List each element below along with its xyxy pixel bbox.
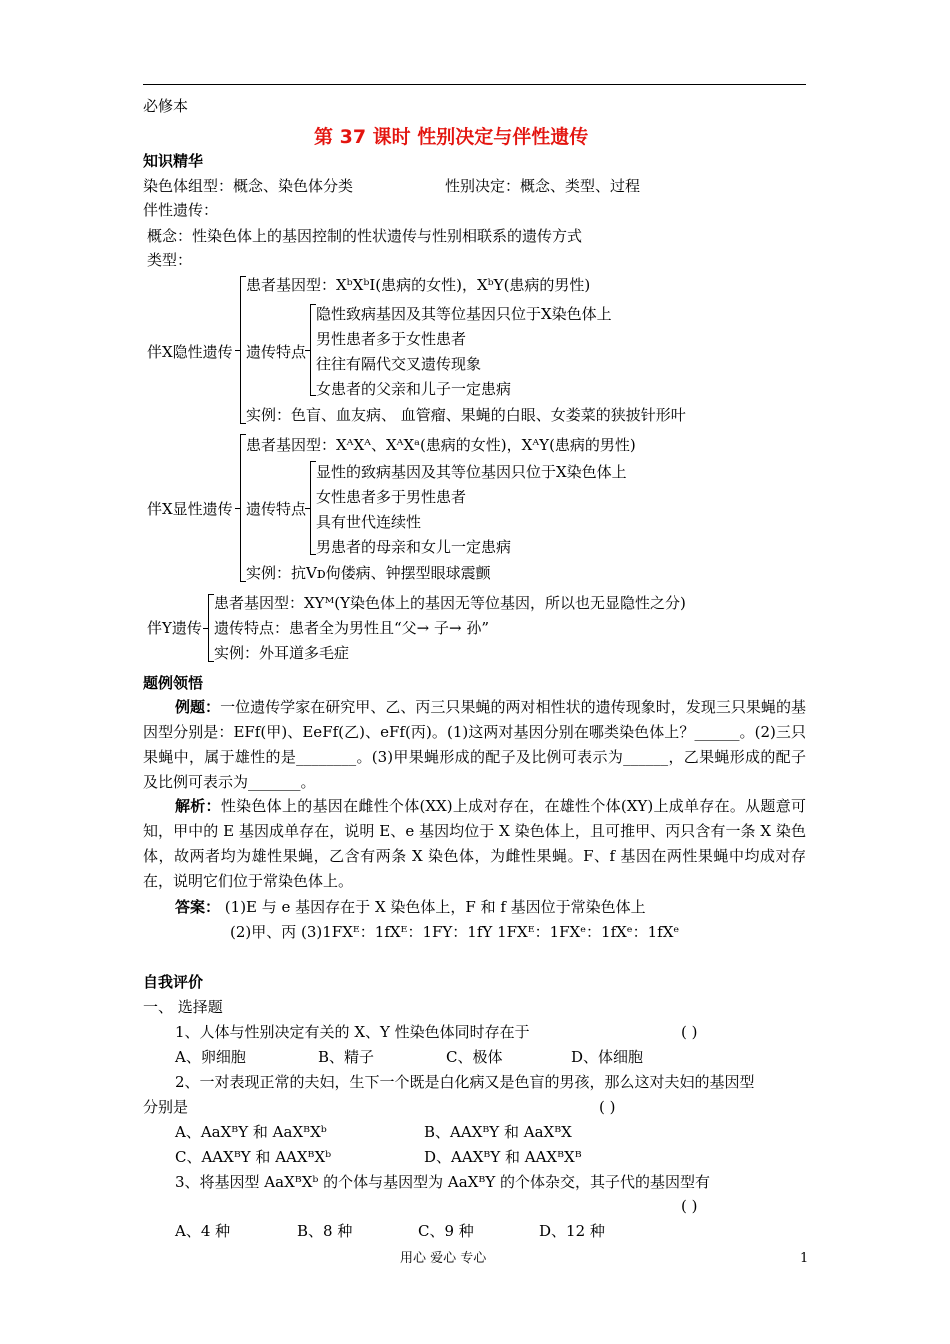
q3-option-a: A、4 种: [175, 1222, 231, 1240]
footer-motto: 用心 爱心 专心: [400, 1251, 487, 1266]
xr-label: 伴X隐性遗传: [147, 343, 233, 361]
xr-feature-3: 往往有隔代交叉遗传现象: [316, 355, 482, 373]
xd-feature-label: 遗传特点: [246, 500, 307, 518]
self-eval-heading: 自我评价: [143, 973, 204, 991]
knowledge-heading: 知识精华: [143, 152, 204, 170]
xd-label: 伴X显性遗传: [147, 500, 233, 518]
q3-text: 3、将基因型 AaXᴮXᵇ 的个体与基因型为 AaXᴮY 的个体杂交，其子代的基因型有: [175, 1173, 710, 1191]
section-title: 一、 选择题: [143, 998, 223, 1016]
y-feature: 遗传特点：患者全为男性且“父→ 子→ 孙”: [214, 619, 490, 637]
xd-genotype: 患者基因型：XᴬXᴬ、XᴬXᵃ(患病的女性)，XᴬY(患病的男性): [246, 436, 636, 454]
answer-line2: (2)甲、丙 (3)1FXᴱ：1fXᴱ：1FY：1fY 1FXᴱ：1FXᵉ：1fXᵉ：1fXᵉ: [230, 923, 680, 941]
xd-example: 实例：抗Vᴅ佝偻病、钟摆型眼球震颤: [246, 564, 491, 582]
example-question: [143, 695, 806, 791]
q1-option-b: B、精子: [318, 1048, 375, 1066]
q2-option-b: B、AAXᴮY 和 AaXᴮX: [424, 1123, 572, 1141]
q3-option-b: B、8 种: [297, 1222, 353, 1240]
question-label: 例题：: [175, 698, 221, 716]
knowledge-line1-left: 染色体组型：概念、染色体分类: [143, 177, 354, 195]
header-label: 必修本: [143, 97, 189, 115]
q2-paren: ( ): [599, 1098, 616, 1116]
q3-paren: ( ): [681, 1197, 698, 1215]
xd-feature-3: 具有世代连续性: [316, 513, 422, 531]
xr-feature-4: 女患者的父亲和儿子一定患病: [316, 380, 512, 398]
xr-genotype: 患者基因型：XᵇXᵇI(患病的女性)，XᵇY(患病的男性): [246, 276, 591, 294]
q3-option-c: C、9 种: [418, 1222, 474, 1240]
xr-feature-2: 男性患者多于女性患者: [316, 330, 467, 348]
page-number: 1: [800, 1251, 809, 1266]
q1-option-a: A、卵细胞: [175, 1048, 246, 1066]
header-rule: [143, 84, 806, 85]
y-genotype: 患者基因型：XYᴹ(Y染色体上的基因无等位基因，所以也无显隐性之分): [214, 594, 686, 612]
knowledge-line2: 伴性遗传：: [143, 201, 219, 219]
xd-feature-2: 女性患者多于男性患者: [316, 488, 467, 506]
q2-option-d: D、AAXᴮY 和 AAXᴮXᴮ: [424, 1148, 582, 1166]
y-brace: [208, 594, 209, 662]
analysis-label: 解析：: [175, 797, 221, 815]
knowledge-line1-right: 性别决定：概念、类型、过程: [445, 177, 641, 195]
xr-brace: [240, 276, 241, 424]
example-heading: 题例领悟: [143, 674, 204, 692]
xd-brace: [240, 434, 241, 582]
question-text: 一位遗传学家在研究甲、乙、丙三只果蝇的两对相性状的遗传现象时，发现三只果蝇的基因型分别是：EFf(甲)、EeFf(乙)、eFf(丙)。(1)这两对基因分别在哪类染色体上？______。(2)三只果蝇中，属于雄性的是________。(3)甲果蝇形成的配子及比例可表示为______，乙果蝇形成的配子及比例可表示为_______。: [143, 698, 806, 791]
q1-paren: ( ): [681, 1023, 698, 1041]
q2-option-a: A、AaXᴮY 和 AaXᴮXᵇ: [175, 1123, 327, 1141]
q2-text-b: 分别是: [143, 1098, 189, 1116]
xr-example: 实例：色盲、血友病、 血管瘤、果蝇的白眼、女娄菜的狭披针形叶: [246, 406, 686, 424]
q2-option-c: C、AAXᴮY 和 AAXᴮXᵇ: [175, 1148, 332, 1166]
lesson-title: 第 37 课时 性别决定与伴性遗传: [314, 126, 589, 148]
xr-feature-brace: [310, 304, 311, 396]
xr-feature-1: 隐性致病基因及其等位基因只位于X染色体上: [316, 305, 612, 323]
analysis-text: 性染色体上的基因在雌性个体(XX)上成对存在，在雄性个体(XY)上成单存在。从题意可知，甲中的 E 基因成单存在，说明 E、e 基因均位于 X 染色体上，且可推甲、丙只含有一条 X 染色体，故两者均为雄性果蝇，乙含有两条 X 染色体，为雌性果蝇。F、f 基因在两性果蝇中均成对存在，说明它们位于常染色体上。: [143, 797, 806, 890]
xd-feature-4: 男患者的母亲和女儿一定患病: [316, 538, 512, 556]
xd-feature-brace: [310, 461, 311, 555]
y-label: 伴Y遗传: [147, 619, 202, 637]
y-example: 实例：外耳道多毛症: [214, 644, 350, 662]
q1-option-c: C、极体: [446, 1048, 503, 1066]
example-analysis: [143, 794, 806, 896]
concept-line: 概念：性染色体上的基因控制的性状遗传与性别相联系的遗传方式: [147, 227, 583, 245]
xr-feature-label: 遗传特点: [246, 343, 307, 361]
q2-text-a: 2、一对表现正常的夫妇，生下一个既是白化病又是色盲的男孩，那么这对夫妇的基因型: [175, 1073, 755, 1091]
answer-line1: [175, 898, 646, 916]
answer-label: 答案：: [175, 898, 221, 916]
xd-feature-1: 显性的致病基因及其等位基因只位于X染色体上: [316, 463, 627, 481]
q1-option-d: D、体细胞: [571, 1048, 644, 1066]
q1-text: 1、人体与性别决定有关的 X、Y 性染色体同时存在于: [175, 1023, 530, 1041]
answer-text-1: (1)E 与 e 基因存在于 X 染色体上，F 和 f 基因位于常染色体上: [224, 898, 646, 916]
q3-option-d: D、12 种: [539, 1222, 605, 1240]
types-line: 类型：: [147, 251, 193, 269]
